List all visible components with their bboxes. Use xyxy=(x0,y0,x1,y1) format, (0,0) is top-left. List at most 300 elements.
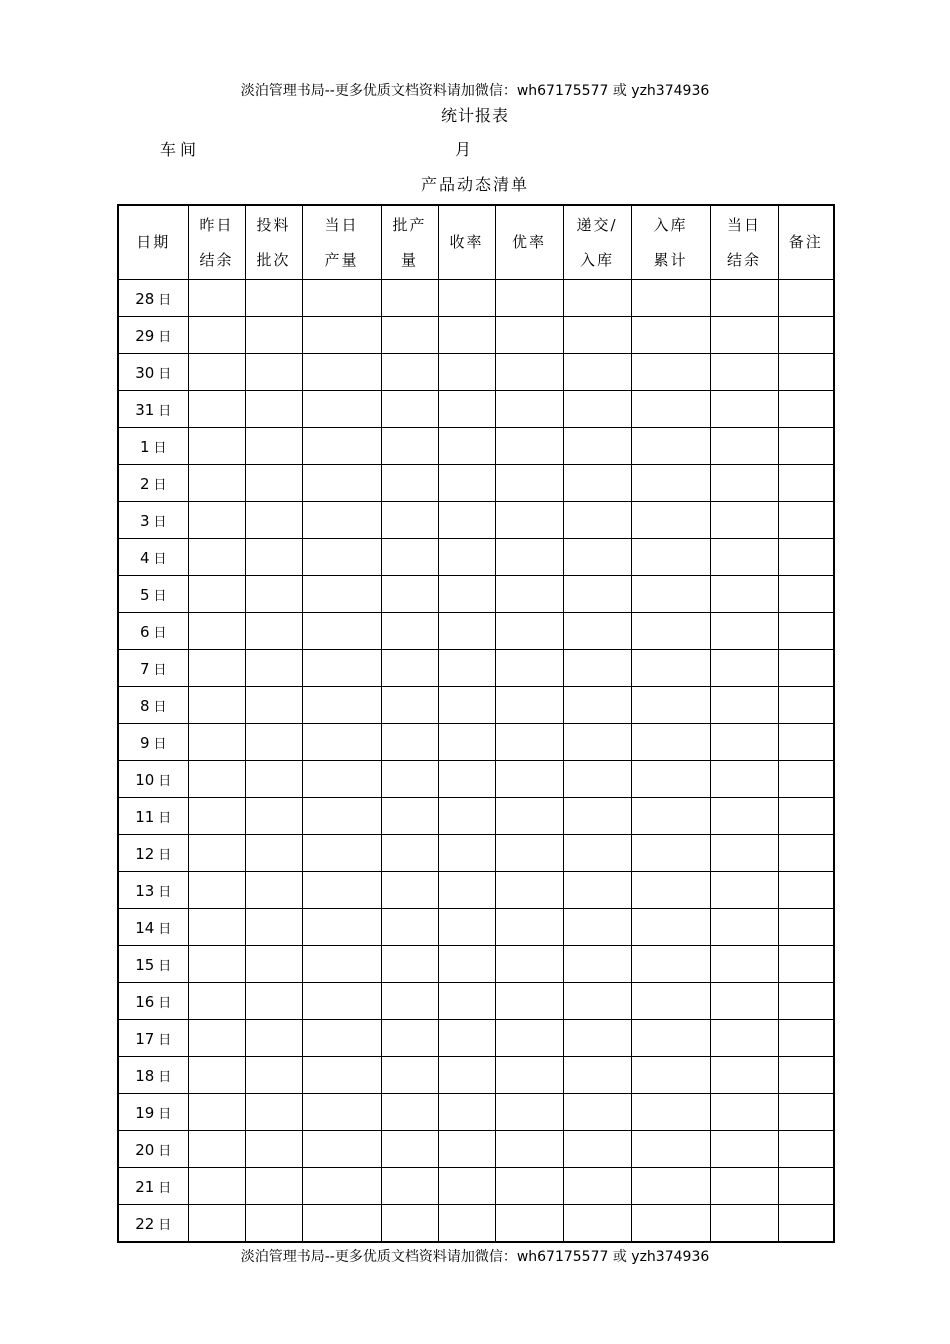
entry-cell[interactable] xyxy=(778,280,834,317)
day-suffix: 日 xyxy=(158,810,172,826)
entry-cell[interactable] xyxy=(245,428,302,465)
entry-cell[interactable] xyxy=(188,872,245,909)
entry-cell[interactable] xyxy=(563,613,631,650)
entry-cell[interactable] xyxy=(710,391,778,428)
entry-cell[interactable] xyxy=(302,983,381,1020)
day-suffix: 日 xyxy=(158,921,172,937)
entry-cell[interactable] xyxy=(245,317,302,354)
entry-cell[interactable] xyxy=(381,613,438,650)
entry-cell[interactable] xyxy=(438,576,495,613)
entry-cell[interactable] xyxy=(495,1094,563,1131)
entry-cell[interactable] xyxy=(438,1020,495,1057)
column-header-line2: 累计 xyxy=(653,250,688,269)
entry-cell[interactable] xyxy=(563,576,631,613)
entry-cell[interactable] xyxy=(188,1205,245,1243)
entry-cell[interactable] xyxy=(778,465,834,502)
entry-cell[interactable] xyxy=(381,1131,438,1168)
entry-cell[interactable] xyxy=(495,613,563,650)
entry-cell[interactable] xyxy=(631,1094,710,1131)
entry-cell[interactable] xyxy=(188,613,245,650)
entry-cell[interactable] xyxy=(302,317,381,354)
entry-cell[interactable] xyxy=(245,687,302,724)
entry-cell[interactable] xyxy=(302,650,381,687)
entry-cell[interactable] xyxy=(563,539,631,576)
entry-cell[interactable] xyxy=(381,650,438,687)
day-suffix: 日 xyxy=(158,1180,172,1196)
table-row xyxy=(118,1131,834,1168)
entry-cell[interactable] xyxy=(710,1094,778,1131)
entry-cell[interactable] xyxy=(710,317,778,354)
entry-cell[interactable] xyxy=(188,354,245,391)
entry-cell[interactable] xyxy=(778,317,834,354)
entry-cell[interactable] xyxy=(438,354,495,391)
entry-cell[interactable] xyxy=(381,687,438,724)
entry-cell[interactable] xyxy=(778,539,834,576)
day-number: 18 xyxy=(135,1066,155,1085)
entry-cell[interactable] xyxy=(563,391,631,428)
entry-cell[interactable] xyxy=(495,539,563,576)
entry-cell[interactable] xyxy=(631,465,710,502)
entry-cell[interactable] xyxy=(631,835,710,872)
entry-cell[interactable] xyxy=(563,724,631,761)
entry-cell[interactable] xyxy=(778,946,834,983)
date-cell xyxy=(118,1094,188,1131)
entry-cell[interactable] xyxy=(381,909,438,946)
entry-cell[interactable] xyxy=(302,502,381,539)
entry-cell[interactable] xyxy=(495,576,563,613)
entry-cell[interactable] xyxy=(381,1057,438,1094)
entry-cell[interactable] xyxy=(563,909,631,946)
entry-cell[interactable] xyxy=(631,539,710,576)
entry-cell[interactable] xyxy=(381,317,438,354)
day-suffix: 日 xyxy=(153,662,167,678)
entry-cell[interactable] xyxy=(710,983,778,1020)
entry-cell[interactable] xyxy=(631,650,710,687)
entry-cell[interactable] xyxy=(302,872,381,909)
entry-cell[interactable] xyxy=(302,724,381,761)
entry-cell[interactable] xyxy=(245,761,302,798)
entry-cell[interactable] xyxy=(495,724,563,761)
entry-cell[interactable] xyxy=(245,1020,302,1057)
entry-cell[interactable] xyxy=(438,650,495,687)
table-row xyxy=(118,280,834,317)
entry-cell[interactable] xyxy=(563,798,631,835)
day-number: 17 xyxy=(135,1029,155,1048)
entry-cell[interactable] xyxy=(495,280,563,317)
entry-cell[interactable] xyxy=(710,798,778,835)
column-header-line2: 结余 xyxy=(726,250,761,269)
entry-cell[interactable] xyxy=(563,835,631,872)
entry-cell[interactable] xyxy=(302,1205,381,1243)
entry-cell[interactable] xyxy=(245,354,302,391)
entry-cell[interactable] xyxy=(302,687,381,724)
entry-cell[interactable] xyxy=(563,428,631,465)
entry-cell[interactable] xyxy=(245,280,302,317)
entry-cell[interactable] xyxy=(188,317,245,354)
entry-cell[interactable] xyxy=(631,687,710,724)
entry-cell[interactable] xyxy=(778,1020,834,1057)
column-header xyxy=(495,205,563,280)
entry-cell[interactable] xyxy=(631,354,710,391)
entry-cell[interactable] xyxy=(438,909,495,946)
entry-cell[interactable] xyxy=(302,576,381,613)
entry-cell[interactable] xyxy=(245,835,302,872)
entry-cell[interactable] xyxy=(188,650,245,687)
entry-cell[interactable] xyxy=(631,613,710,650)
entry-cell[interactable] xyxy=(710,613,778,650)
entry-cell[interactable] xyxy=(778,761,834,798)
entry-cell[interactable] xyxy=(188,1131,245,1168)
entry-cell[interactable] xyxy=(381,465,438,502)
entry-cell[interactable] xyxy=(245,613,302,650)
entry-cell[interactable] xyxy=(631,1168,710,1205)
entry-cell[interactable] xyxy=(381,280,438,317)
entry-cell[interactable] xyxy=(302,1020,381,1057)
entry-cell[interactable] xyxy=(188,909,245,946)
entry-cell[interactable] xyxy=(710,1205,778,1243)
entry-cell[interactable] xyxy=(563,761,631,798)
entry-cell[interactable] xyxy=(245,465,302,502)
entry-cell[interactable] xyxy=(495,946,563,983)
entry-cell[interactable] xyxy=(710,650,778,687)
entry-cell[interactable] xyxy=(710,428,778,465)
entry-cell[interactable] xyxy=(563,983,631,1020)
entry-cell[interactable] xyxy=(188,724,245,761)
entry-cell[interactable] xyxy=(778,1168,834,1205)
entry-cell[interactable] xyxy=(631,280,710,317)
column-header-line2: 入库 xyxy=(579,250,614,269)
entry-cell[interactable] xyxy=(710,909,778,946)
entry-cell[interactable] xyxy=(631,946,710,983)
entry-cell[interactable] xyxy=(710,724,778,761)
entry-cell[interactable] xyxy=(438,983,495,1020)
entry-cell[interactable] xyxy=(438,761,495,798)
entry-cell[interactable] xyxy=(778,1205,834,1243)
entry-cell[interactable] xyxy=(188,761,245,798)
entry-cell[interactable] xyxy=(245,872,302,909)
entry-cell[interactable] xyxy=(631,1205,710,1243)
day-number: 31 xyxy=(135,400,155,419)
entry-cell[interactable] xyxy=(563,1020,631,1057)
entry-cell[interactable] xyxy=(495,1131,563,1168)
entry-cell[interactable] xyxy=(245,576,302,613)
entry-cell[interactable] xyxy=(495,354,563,391)
entry-cell[interactable] xyxy=(778,1094,834,1131)
entry-cell[interactable] xyxy=(631,502,710,539)
entry-cell[interactable] xyxy=(778,835,834,872)
entry-cell[interactable] xyxy=(245,1131,302,1168)
entry-cell[interactable] xyxy=(778,428,834,465)
entry-cell[interactable] xyxy=(302,280,381,317)
entry-cell[interactable] xyxy=(563,317,631,354)
entry-cell[interactable] xyxy=(778,798,834,835)
entry-cell[interactable] xyxy=(563,1094,631,1131)
entry-cell[interactable] xyxy=(302,354,381,391)
table-row xyxy=(118,465,834,502)
entry-cell[interactable] xyxy=(631,576,710,613)
entry-cell[interactable] xyxy=(302,798,381,835)
table-row xyxy=(118,983,834,1020)
entry-cell[interactable] xyxy=(778,354,834,391)
entry-cell[interactable] xyxy=(495,1205,563,1243)
entry-cell[interactable] xyxy=(188,465,245,502)
entry-cell[interactable] xyxy=(438,428,495,465)
column-header xyxy=(188,205,245,280)
entry-cell[interactable] xyxy=(563,1057,631,1094)
entry-cell[interactable] xyxy=(381,983,438,1020)
entry-cell[interactable] xyxy=(381,724,438,761)
entry-cell[interactable] xyxy=(245,909,302,946)
entry-cell[interactable] xyxy=(495,1168,563,1205)
entry-cell[interactable] xyxy=(710,872,778,909)
entry-cell[interactable] xyxy=(245,1168,302,1205)
entry-cell[interactable] xyxy=(778,872,834,909)
entry-cell[interactable] xyxy=(302,539,381,576)
entry-cell[interactable] xyxy=(563,354,631,391)
entry-cell[interactable] xyxy=(188,539,245,576)
entry-cell[interactable] xyxy=(438,465,495,502)
entry-cell[interactable] xyxy=(438,613,495,650)
entry-cell[interactable] xyxy=(778,502,834,539)
entry-cell[interactable] xyxy=(381,502,438,539)
entry-cell[interactable] xyxy=(631,1020,710,1057)
entry-cell[interactable] xyxy=(438,687,495,724)
entry-cell[interactable] xyxy=(631,761,710,798)
entry-cell[interactable] xyxy=(381,391,438,428)
entry-cell[interactable] xyxy=(302,946,381,983)
entry-cell[interactable] xyxy=(381,539,438,576)
date-cell xyxy=(118,650,188,687)
column-header-line2: 量 xyxy=(400,250,418,269)
entry-cell[interactable] xyxy=(631,872,710,909)
entry-cell[interactable] xyxy=(188,983,245,1020)
entry-cell[interactable] xyxy=(710,1168,778,1205)
entry-cell[interactable] xyxy=(710,835,778,872)
entry-cell[interactable] xyxy=(495,983,563,1020)
entry-cell[interactable] xyxy=(563,946,631,983)
entry-cell[interactable] xyxy=(778,687,834,724)
entry-cell[interactable] xyxy=(245,1057,302,1094)
entry-cell[interactable] xyxy=(631,428,710,465)
day-number: 16 xyxy=(135,992,155,1011)
entry-cell[interactable] xyxy=(495,872,563,909)
column-header xyxy=(710,205,778,280)
table-row xyxy=(118,576,834,613)
entry-cell[interactable] xyxy=(563,1168,631,1205)
entry-cell[interactable] xyxy=(245,650,302,687)
entry-cell[interactable] xyxy=(245,1094,302,1131)
entry-cell[interactable] xyxy=(381,946,438,983)
column-header-line1: 昨日 xyxy=(199,215,234,234)
entry-cell[interactable] xyxy=(438,946,495,983)
entry-cell[interactable] xyxy=(710,539,778,576)
entry-cell[interactable] xyxy=(495,909,563,946)
entry-cell[interactable] xyxy=(563,1131,631,1168)
entry-cell[interactable] xyxy=(495,465,563,502)
table-row xyxy=(118,428,834,465)
day-number: 20 xyxy=(135,1140,155,1159)
entry-cell[interactable] xyxy=(188,428,245,465)
entry-cell[interactable] xyxy=(188,502,245,539)
entry-cell[interactable] xyxy=(710,576,778,613)
entry-cell[interactable] xyxy=(188,391,245,428)
entry-cell[interactable] xyxy=(495,391,563,428)
entry-cell[interactable] xyxy=(302,835,381,872)
entry-cell[interactable] xyxy=(245,946,302,983)
entry-cell[interactable] xyxy=(710,687,778,724)
table-row xyxy=(118,909,834,946)
entry-cell[interactable] xyxy=(188,946,245,983)
entry-cell[interactable] xyxy=(710,1057,778,1094)
entry-cell[interactable] xyxy=(188,687,245,724)
day-suffix: 日 xyxy=(153,625,167,641)
entry-cell[interactable] xyxy=(302,465,381,502)
entry-cell[interactable] xyxy=(438,1057,495,1094)
entry-cell[interactable] xyxy=(302,428,381,465)
table-row xyxy=(118,650,834,687)
entry-cell[interactable] xyxy=(710,1020,778,1057)
entry-cell[interactable] xyxy=(245,724,302,761)
entry-cell[interactable] xyxy=(631,391,710,428)
entry-cell[interactable] xyxy=(563,650,631,687)
entry-cell[interactable] xyxy=(563,465,631,502)
column-header xyxy=(118,205,188,280)
entry-cell[interactable] xyxy=(631,798,710,835)
entry-cell[interactable] xyxy=(302,1057,381,1094)
entry-cell[interactable] xyxy=(631,983,710,1020)
entry-cell[interactable] xyxy=(778,391,834,428)
entry-cell[interactable] xyxy=(438,317,495,354)
entry-cell[interactable] xyxy=(778,1057,834,1094)
entry-cell[interactable] xyxy=(778,576,834,613)
entry-cell[interactable] xyxy=(438,280,495,317)
entry-cell[interactable] xyxy=(563,872,631,909)
entry-cell[interactable] xyxy=(438,835,495,872)
column-header-line2: 批次 xyxy=(256,250,291,269)
entry-cell[interactable] xyxy=(495,835,563,872)
column-header-line1: 当日 xyxy=(726,215,761,234)
entry-cell[interactable] xyxy=(438,539,495,576)
entry-cell[interactable] xyxy=(438,1094,495,1131)
entry-cell[interactable] xyxy=(631,724,710,761)
entry-cell[interactable] xyxy=(710,761,778,798)
entry-cell[interactable] xyxy=(710,502,778,539)
entry-cell[interactable] xyxy=(631,1131,710,1168)
entry-cell[interactable] xyxy=(563,1205,631,1243)
entry-cell[interactable] xyxy=(188,280,245,317)
entry-cell[interactable] xyxy=(778,613,834,650)
entry-cell[interactable] xyxy=(302,1168,381,1205)
entry-cell[interactable] xyxy=(495,1020,563,1057)
entry-cell[interactable] xyxy=(245,798,302,835)
day-suffix: 日 xyxy=(158,1032,172,1048)
entry-cell[interactable] xyxy=(631,1057,710,1094)
entry-cell[interactable] xyxy=(302,1094,381,1131)
entry-cell[interactable] xyxy=(381,1094,438,1131)
entry-cell[interactable] xyxy=(495,798,563,835)
entry-cell[interactable] xyxy=(495,650,563,687)
entry-cell[interactable] xyxy=(438,1131,495,1168)
entry-cell[interactable] xyxy=(495,1057,563,1094)
entry-cell[interactable] xyxy=(778,1131,834,1168)
entry-cell[interactable] xyxy=(381,872,438,909)
entry-cell[interactable] xyxy=(381,576,438,613)
entry-cell[interactable] xyxy=(381,798,438,835)
entry-cell[interactable] xyxy=(495,761,563,798)
entry-cell[interactable] xyxy=(778,909,834,946)
entry-cell[interactable] xyxy=(381,1168,438,1205)
entry-cell[interactable] xyxy=(245,1205,302,1243)
entry-cell[interactable] xyxy=(495,502,563,539)
entry-cell[interactable] xyxy=(563,502,631,539)
entry-cell[interactable] xyxy=(710,1131,778,1168)
entry-cell[interactable] xyxy=(302,1131,381,1168)
entry-cell[interactable] xyxy=(438,872,495,909)
entry-cell[interactable] xyxy=(302,909,381,946)
entry-cell[interactable] xyxy=(381,354,438,391)
day-suffix: 日 xyxy=(153,477,167,493)
entry-cell[interactable] xyxy=(778,724,834,761)
entry-cell[interactable] xyxy=(302,613,381,650)
day-suffix: 日 xyxy=(158,1069,172,1085)
entry-cell[interactable] xyxy=(495,687,563,724)
entry-cell[interactable] xyxy=(302,391,381,428)
entry-cell[interactable] xyxy=(438,798,495,835)
entry-cell[interactable] xyxy=(188,1168,245,1205)
column-header xyxy=(778,205,834,280)
entry-cell[interactable] xyxy=(188,1020,245,1057)
entry-cell[interactable] xyxy=(438,391,495,428)
entry-cell[interactable] xyxy=(438,1205,495,1243)
date-cell xyxy=(118,946,188,983)
entry-cell[interactable] xyxy=(710,354,778,391)
entry-cell[interactable] xyxy=(381,835,438,872)
date-cell xyxy=(118,465,188,502)
entry-cell[interactable] xyxy=(381,1205,438,1243)
entry-cell[interactable] xyxy=(631,317,710,354)
entry-cell[interactable] xyxy=(438,724,495,761)
entry-cell[interactable] xyxy=(438,502,495,539)
entry-cell[interactable] xyxy=(438,1168,495,1205)
entry-cell[interactable] xyxy=(381,1020,438,1057)
entry-cell[interactable] xyxy=(245,983,302,1020)
entry-cell[interactable] xyxy=(778,983,834,1020)
entry-cell[interactable] xyxy=(563,280,631,317)
entry-cell[interactable] xyxy=(495,428,563,465)
entry-cell[interactable] xyxy=(188,576,245,613)
entry-cell[interactable] xyxy=(710,280,778,317)
entry-cell[interactable] xyxy=(495,317,563,354)
entry-cell[interactable] xyxy=(778,650,834,687)
entry-cell[interactable] xyxy=(563,687,631,724)
day-number: 13 xyxy=(135,881,155,900)
table-row xyxy=(118,539,834,576)
entry-cell[interactable] xyxy=(710,465,778,502)
entry-cell[interactable] xyxy=(245,391,302,428)
entry-cell[interactable] xyxy=(302,761,381,798)
entry-cell[interactable] xyxy=(245,539,302,576)
entry-cell[interactable] xyxy=(381,428,438,465)
entry-cell[interactable] xyxy=(188,798,245,835)
entry-cell[interactable] xyxy=(710,946,778,983)
entry-cell[interactable] xyxy=(188,1094,245,1131)
table-row xyxy=(118,354,834,391)
entry-cell[interactable] xyxy=(188,835,245,872)
entry-cell[interactable] xyxy=(245,502,302,539)
entry-cell[interactable] xyxy=(188,1057,245,1094)
entry-cell[interactable] xyxy=(381,761,438,798)
entry-cell[interactable] xyxy=(631,909,710,946)
